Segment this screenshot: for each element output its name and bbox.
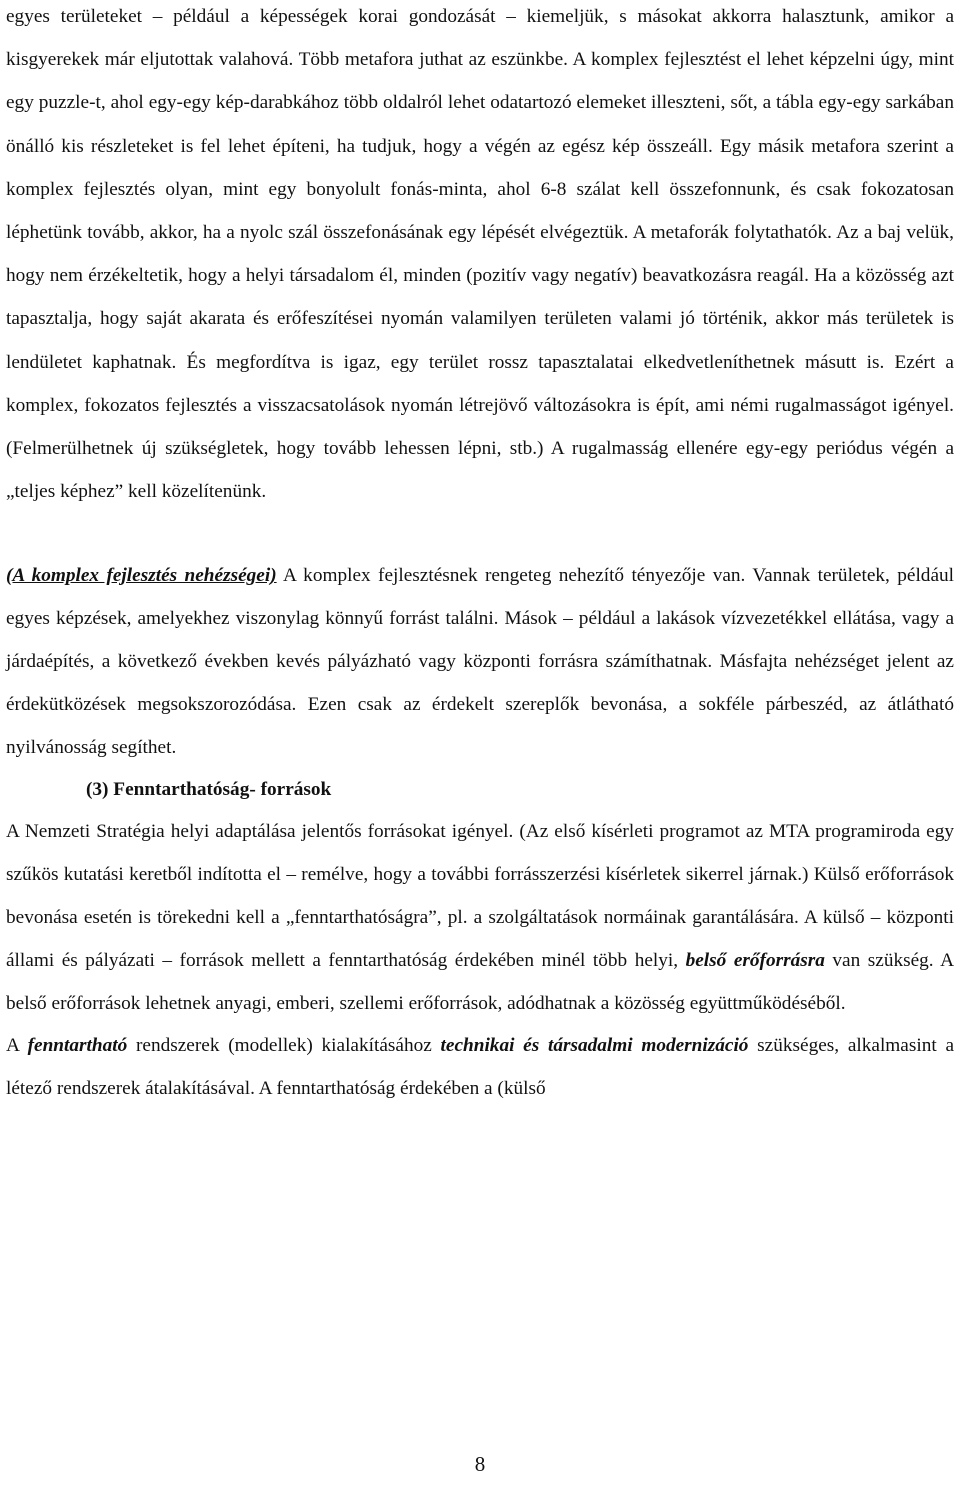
section-heading: (3) Fenntarthatóság- források <box>86 779 332 801</box>
section-lead-title: (A komplex fejlesztés nehézségei) <box>6 565 277 587</box>
emphasis-sustainable: fenntartható <box>27 1035 128 1057</box>
paragraph-text: A <box>6 1035 28 1057</box>
paragraph-sustainability <box>6 811 954 1025</box>
document-page <box>6 0 954 1111</box>
page-number: 8 <box>474 1452 486 1476</box>
paragraph-text-mid: rendszerek (modellek) kialakításához <box>127 1035 441 1057</box>
paragraph-modernization <box>6 1025 954 1111</box>
emphasis-internal-resources: belső erőforrásra <box>685 949 825 971</box>
paragraph-text: egyes területeket – például a képességek korai gondozását – kiemeljük, s másokat akkorra halasztunk, amikor a kisgyerekek már eljutottak valahová. Több metafora juthat az eszünkbe. A komplex fejlesztést el lehet képzelni úgy, mint egy puzzle-t, ahol egy-egy kép-darabkához több oldalról lehet odatartozó elemeket illeszteni, sőt, a tábla egy-egy sarkában önálló kis részleteket is fel lehet építeni, ha tudjuk, hogy a végén az egész kép összeáll. Egy másik metafora szerint a komplex fejlesztés olyan, mint egy bonyolult fonás-minta, ahol 6-8 szálat kell összefonnunk, és csak fokozatosan léphetünk tovább, akkor, ha a nyolc szál összefonásának egy lépését elvégeztük. A metaforák folytathatók. Az a baj velük, hogy nem érzékeltetik, hogy a helyi társadalom él, minden (pozitív vagy negatív) beavatkozásra reagál. Ha a közösség azt tapasztalja, hogy saját akarata és erőfeszítései nyomán valamilyen területen valami jó történik, akkor más területek is lendületet kaphatnak. És megfordítva is igaz, egy terület rossz tapasztalatai elkedvetleníthetnek másutt is. Ezért a komplex, fokozatos fejlesztés a visszacsatolások nyomán létrejövő változásokra is épít, ami némi rugalmasságot igényel. (Felmerülhetnek új szükségletek, hogy tovább lehessen lépni, stb.) A rugalmasság ellenére egy-egy periódus végén a „teljes képhez” kell közelítenünk. <box>6 6 954 503</box>
paragraph-text-cont: van szükség. A belső erőforrások lehetnek anyagi, emberi, szellemi erőforrások, adódhatnak a közösség együttműködéséből. <box>6 949 954 1014</box>
paragraph-text-end: szükséges, alkalmasint a létező rendszerek átalakításával. A fenntarthatóság érdekében a (külső <box>6 1035 954 1100</box>
paragraph-text: A komplex fejlesztésnek rengeteg nehezítő tényezője van. Vannak területek, például egyes képzések, amelyekhez viszonylag könnyű forrást találni. Mások – például a lakások vízvezetékkel ellátása, vagy a járdaépítés, a következő években kevés pályázható vagy központi forrásra számíthatnak. Másfajta nehézséget jelent az érdekütközések megsokszorozódása. Ezen csak az érdekelt szereplők bevonása, a sokféle párbeszéd, az átlátható nyilvánosság segíthet. <box>6 565 954 758</box>
paragraph-text: A Nemzeti Stratégia helyi adaptálása jelentős forrásokat igényel. (Az első kísérleti programot az MTA programiroda egy szűkös kutatási keretből indította el – remélve, hogy a további forrásszerzési kísérletek sikerrel járnak.) Külső erőforrások bevonása esetén is törekedni kell a „fenntarthatóságra”, pl. a szolgáltatások normáinak garantálására. A külső – központi állami és pályázati – források mellett a fenntarthatóság érdekében minél több helyi, <box>6 821 954 971</box>
paragraph-difficulties <box>6 555 954 769</box>
emphasis-modernization: technikai és társadalmi modernizáció <box>440 1035 749 1057</box>
paragraph-complex-development <box>6 0 954 513</box>
